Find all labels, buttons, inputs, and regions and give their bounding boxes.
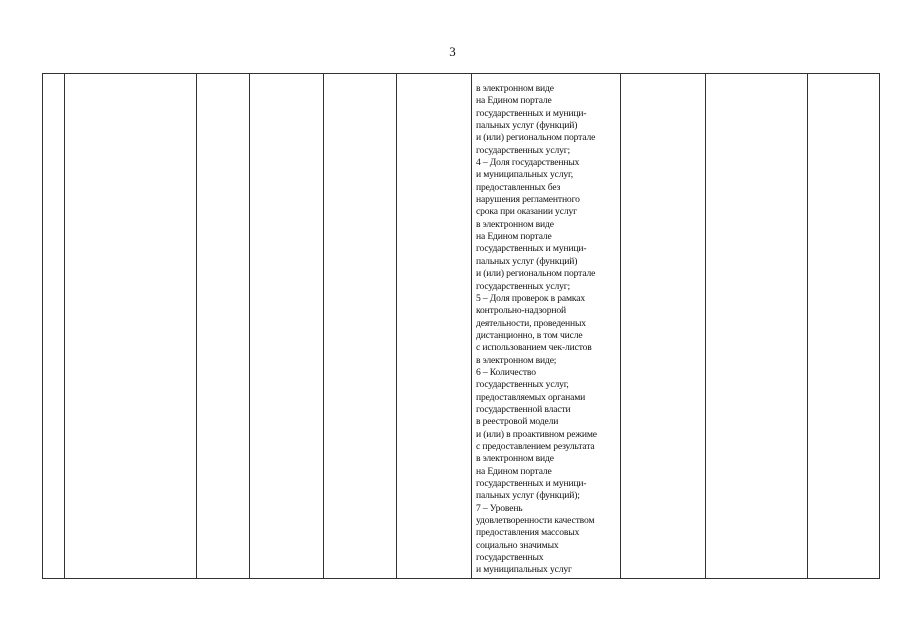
- text-line: деятельности, проведенных: [476, 317, 586, 329]
- indicators-text: [472, 74, 620, 577]
- text-line: с предоставлением результата: [476, 440, 595, 452]
- table-cell-10: [808, 74, 880, 579]
- table-cell-8: [621, 74, 706, 579]
- text-line: государственных: [476, 552, 544, 564]
- text-line: государственных и муници-: [476, 243, 587, 255]
- table-cell-2: [65, 74, 197, 579]
- text-line: срока при оказании услуг: [476, 206, 577, 218]
- text-line: в электронном виде: [476, 83, 554, 94]
- table-cell-1: [43, 74, 65, 579]
- text-line: в электронном виде;: [476, 354, 557, 366]
- table-cell-9: [706, 74, 808, 579]
- text-line: и муниципальных услуг: [476, 564, 572, 576]
- text-line: пальных услуг (функций): [476, 255, 578, 267]
- text-line: 5 – Доля проверок в рамках: [476, 292, 586, 304]
- text-line: государственной власти: [476, 403, 571, 415]
- text-line: и (или) региональном портале: [476, 132, 596, 144]
- text-line: удовлетворенности качеством: [476, 515, 595, 527]
- text-line: 7 – Уровень: [476, 502, 523, 514]
- text-line: государственных услуг;: [476, 280, 571, 292]
- text-line: и муниципальных услуг,: [476, 169, 573, 181]
- table-cell-indicators: [472, 74, 621, 579]
- text-line: дистанционно, в том числе: [476, 329, 583, 341]
- table-cell-5: [324, 74, 397, 579]
- text-line: предоставляемых органами: [476, 391, 586, 403]
- text-line: государственных и муници-: [476, 478, 587, 489]
- text-line: 6 – Количество: [476, 366, 536, 378]
- text-line: и (или) в проактивном режиме: [476, 428, 597, 440]
- text-line: в электронном виде: [476, 218, 554, 230]
- text-line: с использованием чек-листов: [476, 342, 592, 354]
- text-line: на Едином портале: [476, 231, 552, 243]
- data-table: [42, 73, 880, 579]
- text-line: пальных услуг (функций);: [476, 490, 580, 502]
- text-line: государственных и муници-: [476, 107, 587, 119]
- text-line: пальных услуг (функций): [476, 120, 578, 132]
- table-cell-3: [197, 74, 250, 579]
- table-cell-4: [250, 74, 324, 579]
- text-line: социально значимых: [476, 539, 559, 551]
- page-number: 3: [449, 44, 456, 59]
- text-line: предоставленных без: [476, 181, 561, 193]
- table-cell-6: [397, 74, 472, 579]
- text-line: государственных услуг,: [476, 379, 569, 391]
- text-line: на Едином портале: [476, 465, 552, 477]
- table-row: [43, 74, 880, 579]
- text-line: в реестровой модели: [476, 416, 559, 428]
- text-line: на Едином портале: [476, 95, 552, 107]
- text-line: предоставления массовых: [476, 527, 580, 539]
- text-line: 4 – Доля государственных: [476, 157, 580, 169]
- text-line: нарушения регламентного: [476, 194, 580, 206]
- text-line: контрольно-надзорной: [476, 305, 566, 317]
- text-line: в электронном виде: [476, 453, 554, 465]
- text-line: и (или) региональном портале: [476, 268, 596, 280]
- text-line: государственных услуг;: [476, 144, 571, 156]
